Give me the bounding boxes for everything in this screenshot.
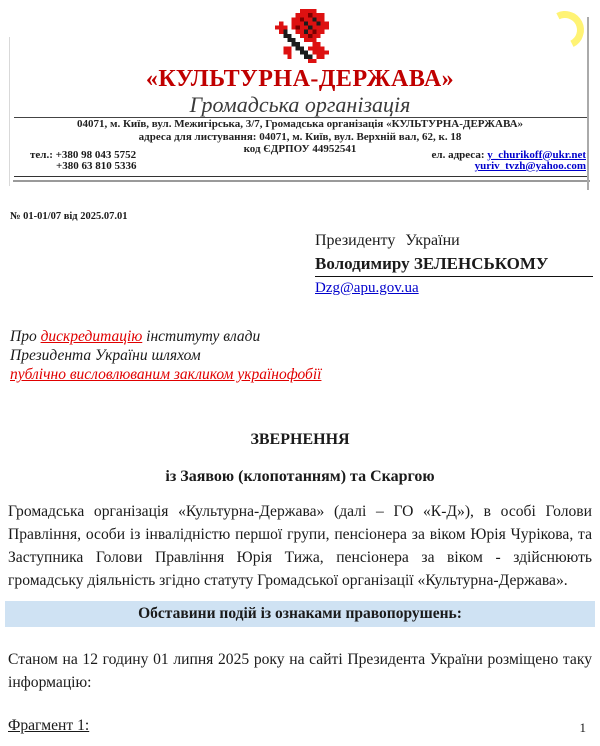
subject-line1-suffix: інституту влади xyxy=(142,328,261,345)
subject-line2: Президента України шляхом xyxy=(10,347,201,364)
addressee-email-link[interactable]: Dzg@apu.gov.ua xyxy=(315,280,419,296)
org-title: «КУЛЬТУРНА-ДЕРЖАВА» xyxy=(145,66,455,92)
corner-arc-decoration xyxy=(541,6,589,54)
phone-label: тел.: xyxy=(30,148,53,161)
page-number: 1 xyxy=(579,720,586,735)
document-number: № 01-01/07 від 2025.07.01 xyxy=(10,211,128,222)
org-address-line1: 04071, м. Київ, вул. Межигірська, 3/7, Громадська організація «КУЛЬТУРНА-ДЕРЖАВА» xyxy=(76,118,524,130)
email-line2 xyxy=(432,161,586,173)
rose-logo-icon xyxy=(275,9,333,65)
body-paragraph-1: Громадська організація «Культурна-Держава» (далі – ГО «К-Д»), в особі Голови Правління, особи із інвалідністю першої групи, пенсіонера за віком Юрія Чурікова, та Заступника Голови Правління Юрія Тижа, пенсіонера за віком - здійснюють громадську діяльність згідно статуту Громадської організації «Культурна-Держава». xyxy=(8,503,592,589)
letterhead-left-border xyxy=(9,37,10,186)
document-subtitle: із Заявою (клопотанням) та Скаргою xyxy=(165,468,435,485)
email-block xyxy=(432,150,586,173)
phone-number-1: +380 98 043 5752 xyxy=(55,148,137,161)
org-email-link-1[interactable]: y_churikoff@ukr.net xyxy=(487,148,586,161)
org-subtitle: Громадська організація xyxy=(189,92,411,117)
section-header-bar: Обставини подій із ознаками правопорушень: xyxy=(5,601,595,627)
phone-block xyxy=(30,150,137,173)
org-email-link-2[interactable]: yuriv_tvzh@yahoo.com xyxy=(474,160,586,172)
addressee-name: Володимиру ЗЕЛЕНСЬКОМУ xyxy=(315,254,549,273)
letterhead-right-border xyxy=(587,17,589,190)
document-title: ЗВЕРНЕННЯ xyxy=(250,431,350,448)
fragment-label: Фрагмент 1: xyxy=(8,717,90,734)
org-address-line2: адреса для листування: 04071, м. Київ, вул. Верхній вал, 62, к. 18 xyxy=(138,130,462,143)
addressee-underline xyxy=(315,276,593,277)
addressee-block xyxy=(315,230,593,297)
org-edrpou-line: код ЄДРПОУ 44952541 xyxy=(243,143,357,155)
body-paragraph-2: Станом на 12 годину 01 липня 2025 року на сайті Президента України розміщено таку інформацію: xyxy=(8,651,592,691)
phone-number-2: +380 63 810 5336 xyxy=(56,160,137,172)
subject-line1-highlight: дискредитацію xyxy=(40,328,143,345)
subject-line3: публічно висловлюваним закликом українофобії xyxy=(10,366,322,383)
letterhead-bottom-line xyxy=(14,176,588,177)
letterhead xyxy=(0,9,600,192)
subject-line1-prefix: Про xyxy=(10,328,41,345)
email-label: ел. адреса: xyxy=(431,148,485,161)
subject-block xyxy=(10,327,600,384)
subject-line1 xyxy=(10,327,600,346)
letterhead-bottom-line-thick xyxy=(13,180,590,182)
addressee-title: Президенту України xyxy=(315,232,460,249)
